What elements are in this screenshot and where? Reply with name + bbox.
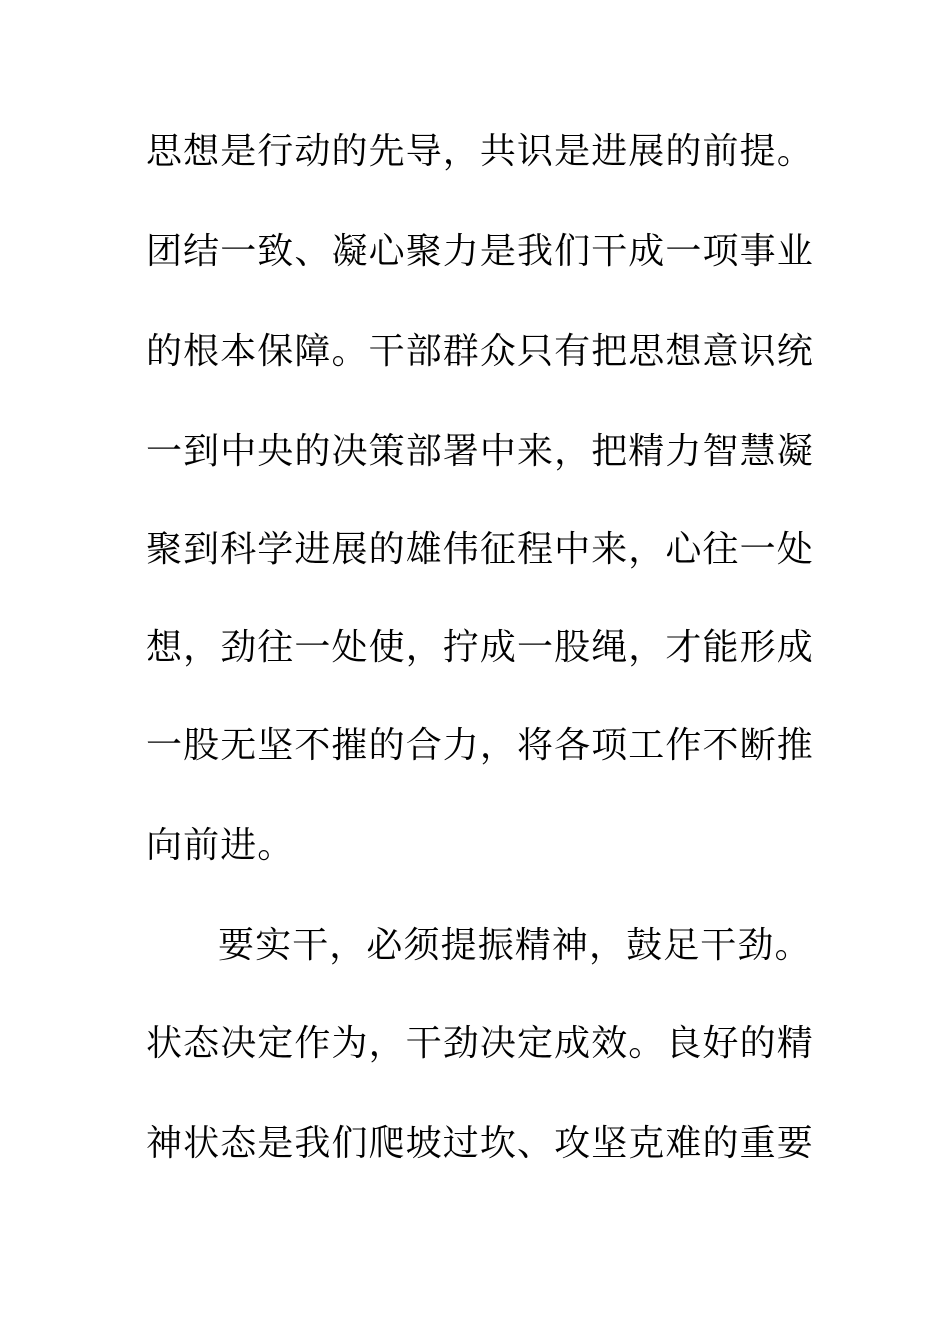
paragraph-line: 思想是行动的先导，共识是进展的前提。 [146,131,814,172]
paragraph-line: 状态决定作为，干劲决定成效。良好的精 [146,1023,814,1064]
paragraph-line: 神状态是我们爬坡过坎、攻坚克难的重要 [146,1123,814,1164]
paragraph-line: 的根本保障。干部群众只有把思想意识统 [146,331,814,372]
paragraph-line: 团结一致、凝心聚力是我们干成一项事业 [146,231,814,272]
paragraph-first-line: 要实干，必须提振精神，鼓足干劲。 [218,925,812,966]
paragraph-line: 向前进。 [146,825,295,866]
paragraph-line: 聚到科学进展的雄伟征程中来，心往一处 [146,529,814,570]
paragraph-line: 一股无坚不摧的合力，将各项工作不断推 [146,725,814,766]
paragraph-line: 一到中央的决策部署中来，把精力智慧凝 [146,431,814,472]
paragraph-line: 想，劲往一处使，拧成一股绳，才能形成 [146,627,814,668]
